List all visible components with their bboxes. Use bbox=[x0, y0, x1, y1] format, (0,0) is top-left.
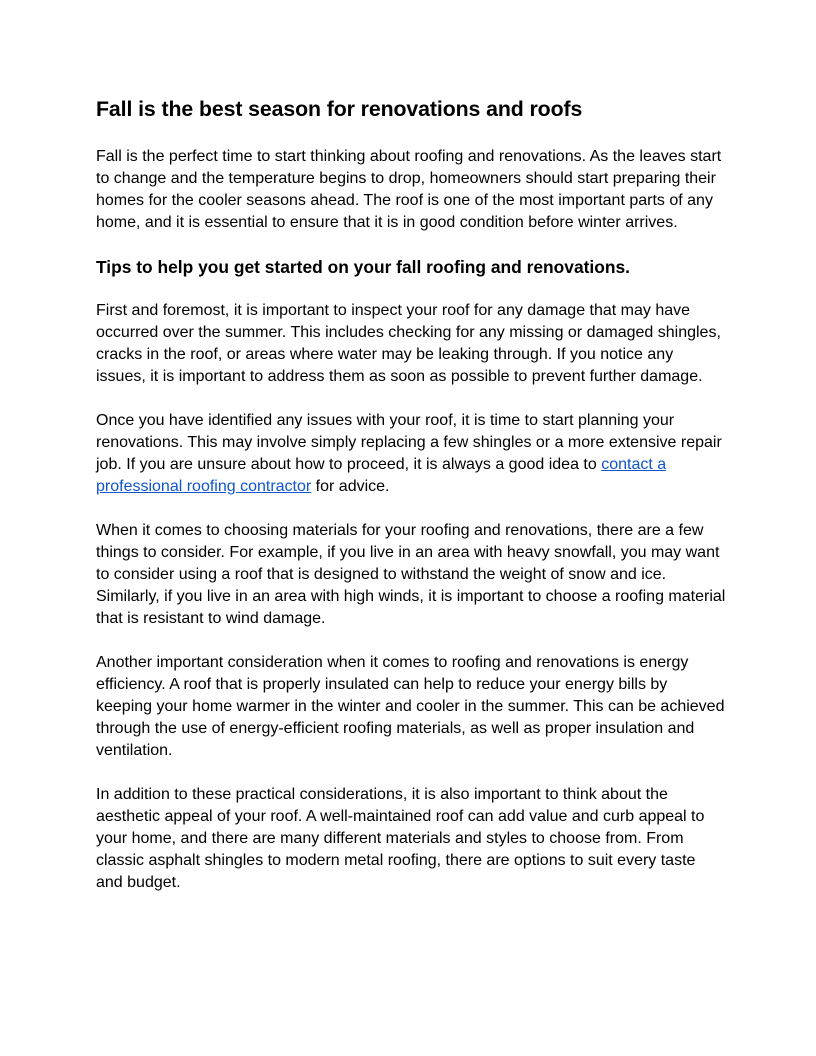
tips-heading: Tips to help you get started on your fall roofing and renovations. bbox=[96, 257, 630, 277]
plan-paragraph-text: Once you have identified any issues with your roof, it is time to start planning your renovations. This may involve simply replacing a few shingles or a more extensive repair job. If you are unsure about how to proceed, it is always a good idea to bbox=[96, 412, 722, 473]
plan-paragraph bbox=[96, 410, 726, 498]
article-title: Fall is the best season for renovations and roofs bbox=[96, 97, 583, 121]
energy-paragraph: Another important consideration when it comes to roofing and renovations is energy efficiency. A roof that is properly insulated can help to reduce your energy bills by keeping your home warmer in the winter and cooler in the summer. This can be achieved through the use of energy-efficient roofing materials, as well as proper insulation and ventilation. bbox=[96, 654, 725, 759]
inspect-paragraph: First and foremost, it is important to inspect your roof for any damage that may have occurred over the summer. This includes checking for any missing or damaged shingles, cracks in the roof, or areas where water may be leaking through. If you notice any issues, it is important to address them as soon as possible to prevent further damage. bbox=[96, 302, 721, 385]
contact-contractor-link[interactable]: contact a professional roofing contractor bbox=[96, 456, 667, 495]
plan-paragraph-tail: for advice. bbox=[311, 478, 390, 495]
intro-paragraph: Fall is the perfect time to start thinking about roofing and renovations. As the leaves start to change and the temperature begins to drop, homeowners should start preparing their homes for the cooler seasons ahead. The roof is one of the most important parts of any home, and it is essential to ensure that it is in good condition before winter arrives. bbox=[96, 148, 722, 231]
document-page bbox=[96, 92, 726, 894]
materials-paragraph: When it comes to choosing materials for your roofing and renovations, there are a few things to consider. For example, if you live in an area with heavy snowfall, you may want to consider using a roof that is designed to withstand the weight of snow and ice. Similarly, if you live in an area with high winds, it is important to choose a roofing material that is resistant to wind damage. bbox=[96, 522, 726, 627]
aesthetic-paragraph: In addition to these practical considerations, it is also important to think about the aesthetic appeal of your roof. A well-maintained roof can add value and curb appeal to your home, and there are many different materials and styles to choose from. From classic asphalt shingles to modern metal roofing, there are options to suit every taste and budget. bbox=[96, 786, 705, 891]
